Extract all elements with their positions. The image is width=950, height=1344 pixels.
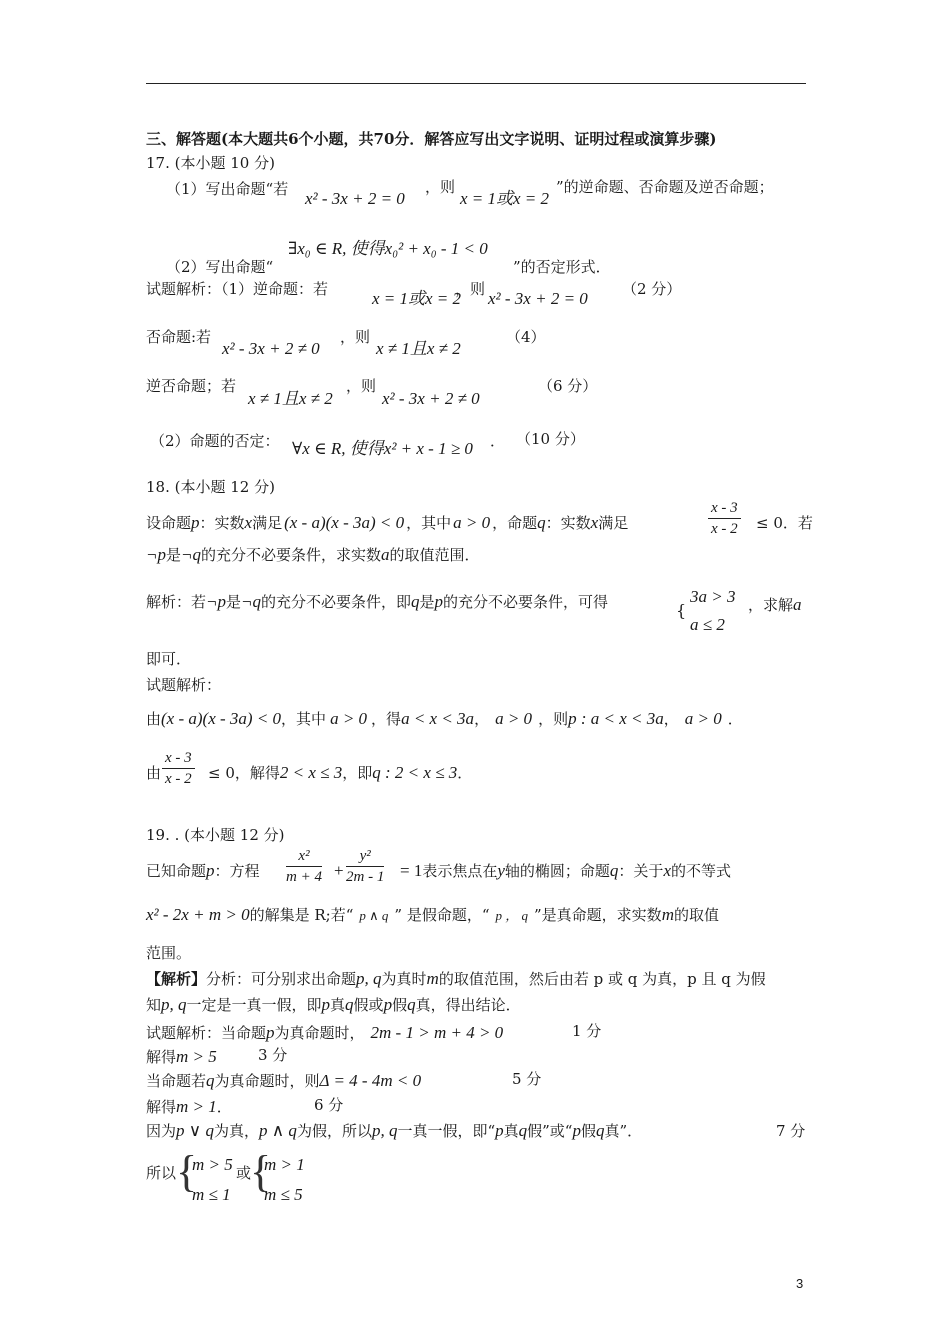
q18-line1-tail: ≤ 0．若 — [756, 514, 813, 532]
var-q: q — [407, 995, 416, 1014]
var-p: p — [495, 1121, 504, 1140]
text: 是 — [226, 593, 242, 611]
result: m > 5 — [176, 1047, 217, 1066]
inequality: (x - a)(x - 3a) < 0 — [284, 513, 405, 532]
var-x: x — [590, 513, 599, 532]
text: 的取值 — [673, 906, 719, 924]
q19-system2-brace: { — [250, 1147, 272, 1196]
text: 真 — [330, 996, 346, 1014]
p-definition: p : a < x < 3a — [568, 709, 664, 728]
text: 的不等式 — [670, 862, 731, 880]
text: ，命题 — [492, 514, 538, 532]
q19-step2 — [146, 1048, 217, 1066]
analysis-tag: 【解析】 — [146, 970, 207, 988]
q17-part2-text: （2）写出命题“ — [166, 258, 274, 276]
q17-part1-then: ，则 — [425, 178, 456, 196]
condition: a > 0 — [330, 709, 368, 728]
text: 表示焦点在 — [422, 862, 498, 880]
q18-analysis-tail — [748, 596, 802, 614]
var-a: a — [793, 595, 802, 614]
var-q: q — [411, 592, 420, 611]
denominator: x - 2 — [711, 521, 738, 537]
q17-contra-label: 逆否命题；若 — [146, 377, 237, 395]
q17-sol-conclusion: x² - 3x + 2 = 0 — [488, 289, 588, 308]
q18-system-line1: 3a > 3 — [690, 587, 736, 606]
text: 解得 — [146, 1048, 177, 1066]
vars-pq: p, q — [356, 969, 382, 988]
q19-system1-brace: { — [176, 1147, 198, 1196]
q17-neg-then: ，则 — [340, 328, 371, 346]
numerator: x² — [286, 848, 322, 867]
text: 为真， — [213, 1122, 259, 1140]
var-m: m — [661, 905, 674, 924]
condition: a > 0 — [684, 709, 722, 728]
p-or-q: p ， q — [495, 908, 529, 923]
text: 真，得出结论． — [415, 996, 521, 1014]
q19-step4 — [146, 1098, 232, 1116]
q19-system2-line2: m ≤ 5 — [264, 1185, 303, 1204]
text: ：关于 — [618, 862, 664, 880]
text: 解析：若 — [146, 593, 207, 611]
var-q: q — [609, 861, 619, 880]
neg-p: ¬p — [146, 545, 166, 564]
text: ， — [474, 710, 490, 728]
q19-analysis-2 — [146, 996, 521, 1014]
q19-step3 — [146, 1072, 421, 1090]
q18-line2 — [146, 546, 480, 564]
q17-contra-then: ，则 — [346, 377, 377, 395]
q19-line1-start — [146, 862, 260, 880]
q19-step6-label: 所以 — [146, 1164, 177, 1182]
q19-or: 或 — [236, 1164, 252, 1182]
text: 假 — [392, 996, 408, 1014]
inequality: x² - 2x + m > 0 — [146, 905, 250, 924]
q19-step5 — [146, 1122, 642, 1140]
text: 真 — [503, 1122, 519, 1140]
q18-step2-from: 由 — [146, 764, 162, 782]
text: 当命题若 — [146, 1072, 207, 1090]
text: ． — [216, 1098, 232, 1116]
neg-q: ¬q — [181, 545, 201, 564]
var-x: x — [663, 861, 671, 880]
text: ，即 — [342, 764, 373, 782]
text: 真”． — [604, 1122, 643, 1140]
discriminant: Δ = 4 - 4m < 0 — [319, 1071, 422, 1090]
equals-one: = 1 — [400, 861, 423, 880]
text: 为假，所以 — [296, 1122, 372, 1140]
text: ， — [663, 710, 679, 728]
result: m > 1 — [176, 1097, 217, 1116]
var-p: p — [266, 1023, 275, 1042]
q19-step3-score: 5 分 — [512, 1070, 542, 1088]
var-q: q — [206, 1071, 215, 1090]
var-p: p — [434, 592, 444, 611]
q17-sol-condition: x = 1或x = 2 — [372, 289, 462, 308]
result: 2 < x ≤ 3 — [279, 763, 343, 782]
text: ：方程 — [214, 862, 260, 880]
q19-step1 — [146, 1024, 503, 1042]
text: 的充分不必要条件，求实数 — [200, 546, 381, 564]
numerator: x - 3 — [162, 750, 195, 769]
numerator: x - 3 — [708, 500, 741, 519]
q17-contra-score: （6 分） — [538, 377, 598, 395]
q19-step1-score: 1 分 — [572, 1022, 602, 1040]
neg-p: ¬p — [206, 592, 226, 611]
q18-fraction — [708, 500, 741, 537]
text: 因为 — [146, 1122, 177, 1140]
text: 解得 — [146, 1098, 177, 1116]
q18-step2 — [208, 764, 472, 782]
vars-pq: p, q — [161, 995, 187, 1014]
text: 满足 — [252, 514, 283, 532]
q17-part1-conclusion: x = 1或x = 2 — [460, 189, 550, 208]
text: ，其中 — [281, 710, 327, 728]
q18-step1 — [146, 710, 743, 728]
text: 知 — [146, 996, 162, 1014]
q17-sol-label: 试题解析：（1）逆命题：若 — [146, 280, 329, 298]
q17-part2-tail: ”的否定形式． — [513, 258, 611, 276]
q17-p2-score: （10 分） — [516, 430, 585, 448]
numerator: y² — [346, 848, 384, 867]
q18-line1 — [146, 514, 628, 532]
text: 的取值范围，然后由若 p 或 q 为真，p 且 q 为假 — [438, 970, 766, 988]
q17-part1-text — [166, 180, 288, 198]
inequality: (x - a)(x - 3a) < 0 — [161, 709, 282, 728]
text: ，则 — [538, 710, 569, 728]
neg-q: ¬q — [241, 592, 261, 611]
var-a: a — [381, 545, 390, 564]
q17-contra-conclusion: x² - 3x + 2 ≠ 0 — [382, 389, 480, 408]
q19-fraction-x — [286, 848, 322, 885]
text: 轴的椭圆；命题 — [504, 862, 610, 880]
q19-system1-line1: m > 5 — [192, 1155, 233, 1174]
q17-contra-condition: x ≠ 1且x ≠ 2 — [248, 389, 333, 408]
var-p: p — [321, 995, 331, 1014]
q19-title: 19. . (本小题 12 分) — [146, 826, 285, 844]
q18-analysis — [146, 593, 608, 611]
var-q: q — [537, 513, 546, 532]
text: ≤ 0，解得 — [208, 764, 280, 782]
page-number: 3 — [796, 1276, 804, 1291]
q17-p2-label: （2）命题的否定： — [150, 432, 280, 450]
q18-system-line2: a ≤ 2 — [690, 615, 725, 634]
p-and-q: p ∧ q — [258, 1121, 297, 1140]
q-definition: q : 2 < x ≤ 3 — [372, 763, 458, 782]
text: 假或 — [353, 996, 384, 1014]
q18-sol-label: 试题解析： — [146, 676, 222, 694]
condition: a > 0 — [495, 709, 533, 728]
var-y: y — [497, 861, 505, 880]
text: 是 — [419, 593, 435, 611]
q19-line3: 范围。 — [146, 944, 192, 962]
var-m: m — [426, 969, 439, 988]
text: ，求解 — [748, 596, 794, 614]
q18-analysis-end: 即可． — [146, 650, 192, 668]
text: 已知命题 — [146, 862, 207, 880]
var-q: q — [345, 995, 354, 1014]
var-p: p — [191, 513, 200, 532]
q17-p2-expression: ∀x ∈ R, 使得x² + x - 1 ≥ 0 — [292, 439, 473, 458]
text: ． — [727, 710, 743, 728]
q17-part2-expression: ∃x₀ ∈ R, 使得x₀² + x₀ - 1 < 0 — [288, 239, 488, 258]
q19-line1-rest — [400, 862, 731, 880]
header-rule — [146, 83, 806, 84]
denominator: 2m - 1 — [346, 869, 385, 885]
q19-system1-line2: m ≤ 1 — [192, 1185, 231, 1204]
inequality: 2m - 1 > m + 4 > 0 — [370, 1023, 504, 1042]
var-p: p — [206, 861, 215, 880]
q17-title: 17. (本小题 10 分) — [146, 154, 275, 172]
q17-neg-label: 否命题:若 — [146, 328, 212, 346]
q17-part1-tail: ”的逆命题、否命题及逆否命题； — [556, 178, 774, 196]
q17-p2-dot: ． — [490, 432, 506, 450]
q17-neg-score: （4） — [506, 328, 546, 346]
text: 的充分不必要条件，可得 — [443, 593, 609, 611]
text: 的充分不必要条件，即 — [261, 593, 412, 611]
p-and-q: p ∧ q — [359, 908, 389, 923]
q19-step2-score: 3 分 — [258, 1046, 288, 1064]
text: 一真一假，即“ — [397, 1122, 496, 1140]
q18-system-brace: { — [676, 601, 687, 620]
var-p: p — [572, 1121, 581, 1140]
text: ． — [457, 764, 473, 782]
section-heading: 三、解答题(本大题共6个小题，共70分．解答应写出文字说明、证明过程或演算步骤) — [146, 130, 717, 148]
text: ，得 — [371, 710, 402, 728]
denominator: x - 2 — [165, 771, 192, 787]
q19-system2-line1: m > 1 — [264, 1155, 305, 1174]
text: 满足 — [598, 514, 629, 532]
var-x: x — [244, 513, 253, 532]
q18-step2-fraction — [162, 750, 195, 787]
q19-step5-score: 7 分 — [776, 1122, 806, 1140]
text: 的取值范围． — [389, 546, 480, 564]
text: ：实数 — [199, 514, 245, 532]
text: 的解集是 R;若“ — [249, 906, 354, 924]
q17-sol-then: ，则 — [455, 280, 486, 298]
q19-fraction-y — [346, 848, 384, 885]
var-q: q — [518, 1121, 528, 1140]
q17-neg-conclusion: x ≠ 1且x ≠ 2 — [376, 339, 461, 358]
text: 一定是一真一假，即 — [186, 996, 322, 1014]
result: a < x < 3a — [401, 709, 475, 728]
text: 为真命题时，则 — [214, 1072, 320, 1090]
q19-line2 — [146, 906, 719, 925]
text: 试题解析：当命题 — [146, 1024, 267, 1042]
text: （1）写出命题“若 — [166, 180, 289, 198]
text: ” 是假命题，“ — [394, 906, 490, 924]
q18-title: 18. (本小题 12 分) — [146, 478, 275, 496]
q19-plus: + — [334, 861, 344, 880]
text: 分析：可分别求出命题 — [206, 970, 357, 988]
q17-neg-condition: x² - 3x + 2 ≠ 0 — [222, 339, 320, 358]
text: 由 — [146, 710, 162, 728]
q19-analysis-1 — [146, 970, 766, 988]
text: 为真命题时， — [274, 1024, 365, 1042]
p-or-q: p ∨ q — [176, 1121, 214, 1140]
condition: a > 0 — [453, 513, 491, 532]
text: 是 — [165, 546, 181, 564]
text: 为真时 — [381, 970, 427, 988]
text: ”是真命题，求实数 — [534, 906, 662, 924]
text: 假”或“ — [527, 1122, 573, 1140]
text: 设命题 — [146, 514, 192, 532]
text: ：实数 — [545, 514, 591, 532]
q17-part1-condition: x² - 3x + 2 = 0 — [305, 189, 405, 208]
q19-step4-score: 6 分 — [314, 1096, 344, 1114]
text: 假 — [580, 1122, 596, 1140]
denominator: m + 4 — [286, 869, 322, 885]
var-q: q — [596, 1121, 605, 1140]
q17-sol-score: （2 分） — [622, 280, 682, 298]
vars-pq: p, q — [371, 1121, 398, 1140]
text: ，其中 — [406, 514, 452, 532]
var-p: p — [383, 995, 393, 1014]
